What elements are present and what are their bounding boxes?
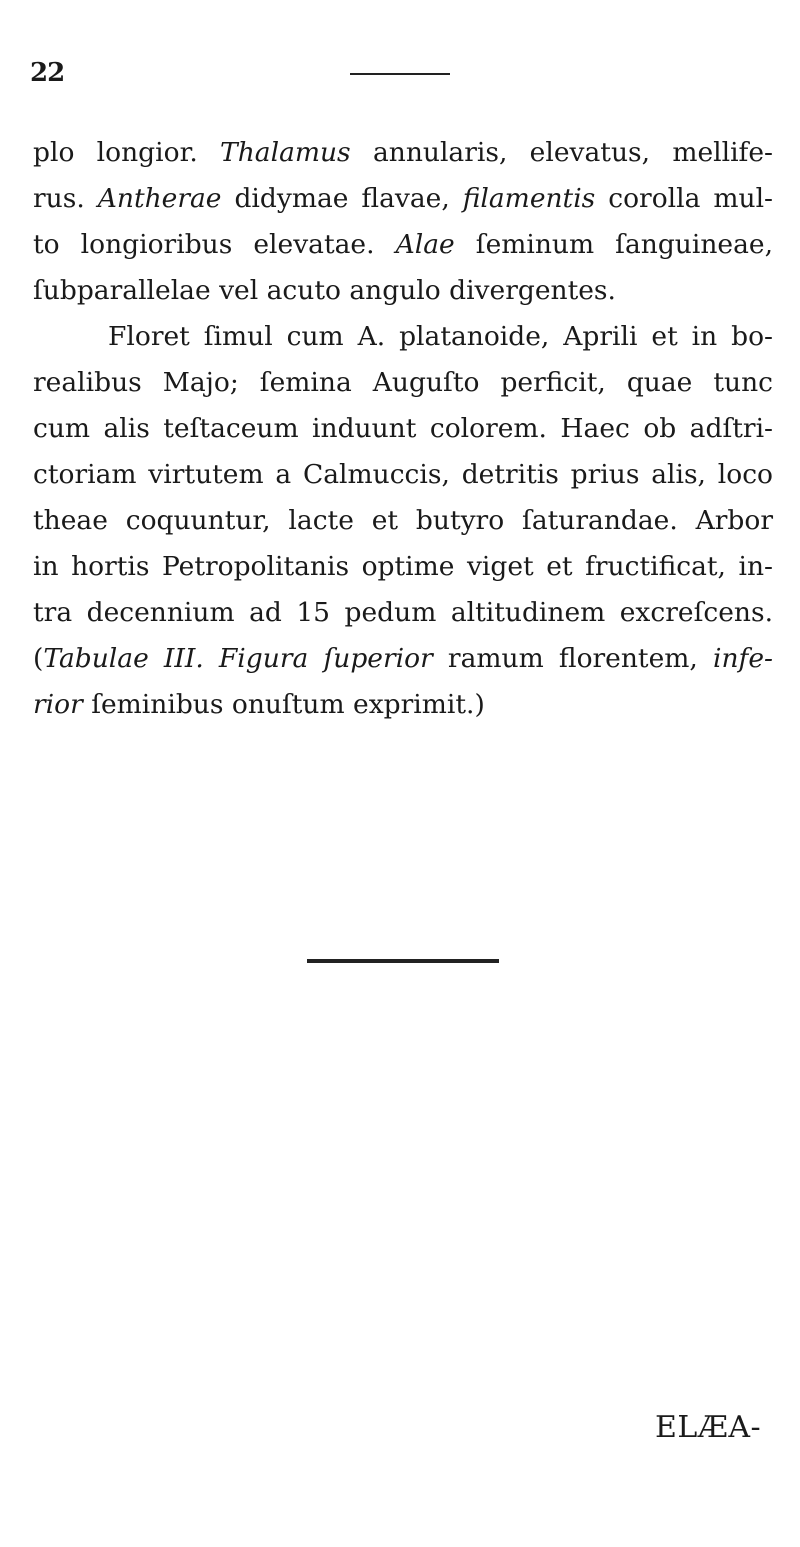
- section-separator: [307, 959, 499, 963]
- italic-term: Tabulae III. Figura ſuperior: [43, 643, 433, 674]
- text-run: rus.: [33, 183, 98, 214]
- text-line: [33, 636, 773, 682]
- text-run: ſubparallelae vel acuto angulo divergentes.: [33, 275, 616, 306]
- header-rule: [350, 73, 450, 75]
- text-line: [33, 406, 773, 452]
- text-line: [33, 498, 773, 544]
- catchword: ELÆA-: [655, 1410, 762, 1445]
- text-line: [33, 590, 773, 636]
- text-run: theae coquuntur, lacte et butyro ſaturandae. Arbor: [33, 505, 773, 536]
- text-run: in hortis Petropolitanis optime viget et fructificat, in-: [33, 551, 773, 582]
- italic-term: rior: [33, 689, 83, 720]
- text-run: realibus Majo; ſemina Auguſto perficit, quae tunc: [33, 367, 773, 398]
- body-text: [33, 130, 773, 728]
- text-run: Floret ſimul cum A. platanoide, Aprili et in bo-: [108, 321, 773, 352]
- text-line: [33, 130, 773, 176]
- text-line: [33, 268, 773, 314]
- text-line: [33, 314, 773, 360]
- text-line: [33, 544, 773, 590]
- text-run: corolla mul-: [595, 183, 774, 214]
- page-number: 22: [30, 58, 65, 88]
- text-run: (: [33, 643, 44, 674]
- text-run: didymae flavae,: [221, 183, 463, 214]
- text-line: [33, 452, 773, 498]
- italic-term: Antherae: [97, 183, 222, 214]
- text-run: ſeminum ſanguineae,: [454, 229, 773, 260]
- text-run: to longioribus elevatae.: [33, 229, 396, 260]
- text-run: ramum florentem,: [432, 643, 713, 674]
- italic-term: Thalamus: [220, 137, 351, 168]
- text-run: ſeminibus onuſtum exprimit.): [82, 689, 485, 720]
- italic-term: infe-: [713, 643, 773, 674]
- text-run: annularis, elevatus, mellife-: [350, 137, 774, 168]
- italic-term: Alae: [395, 229, 455, 260]
- text-line: [33, 222, 773, 268]
- text-run: cum alis teſtaceum induunt colorem. Haec ob adſtri-: [33, 413, 773, 444]
- italic-term: filamentis: [462, 183, 596, 214]
- text-run: tra decennium ad 15 pedum altitudinem excreſcens.: [33, 597, 773, 628]
- text-line: [33, 176, 773, 222]
- text-run: plo longior.: [33, 137, 221, 168]
- text-run: ctoriam virtutem a Calmuccis, detritis prius alis, loco: [33, 459, 773, 490]
- text-line: [33, 360, 773, 406]
- text-line: [33, 682, 773, 728]
